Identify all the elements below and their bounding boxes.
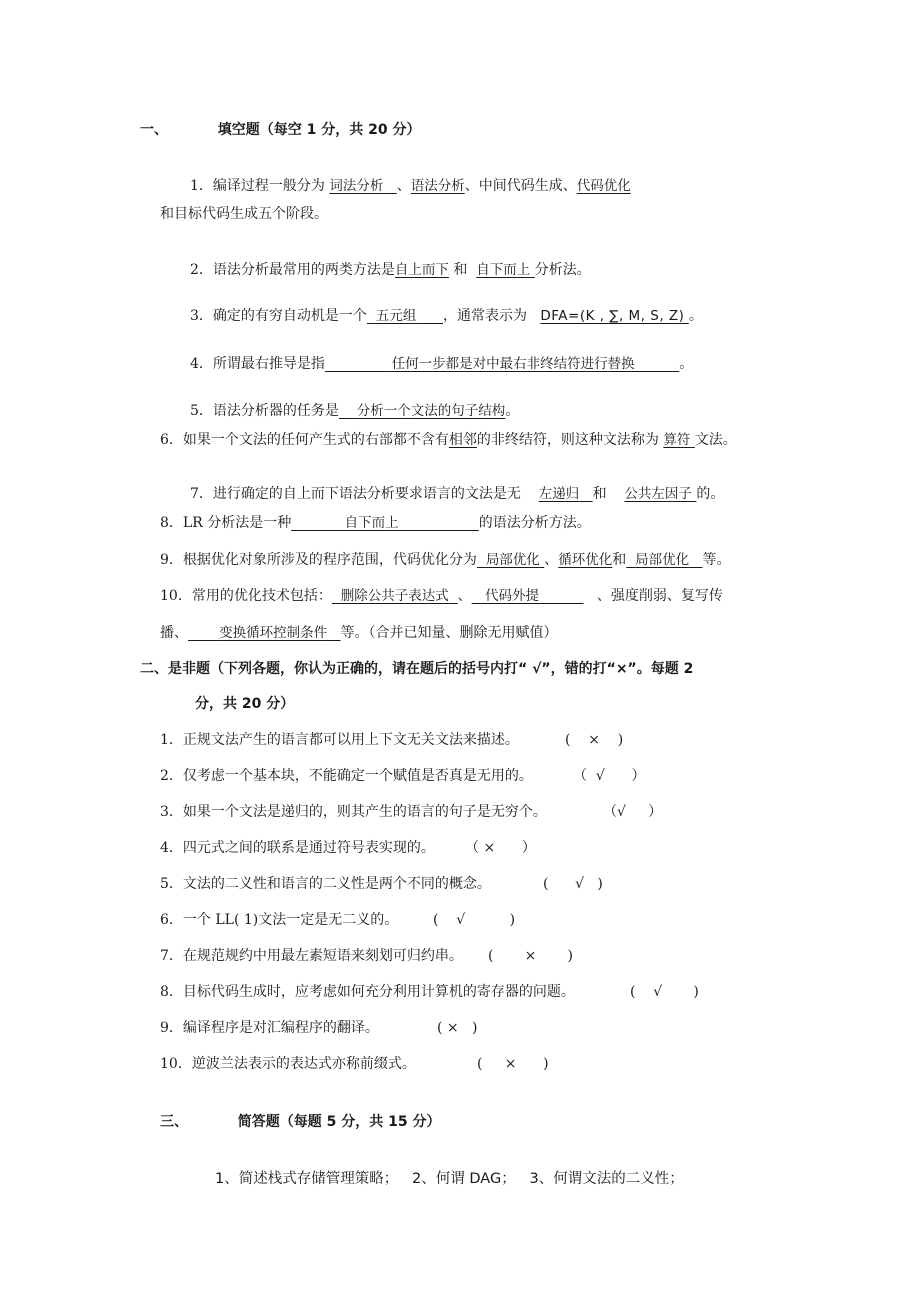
question-text: 等。（合并已知量、删除无用赋值） xyxy=(340,625,558,641)
answer-mark: ( √ ) xyxy=(543,876,603,892)
section-1-number: 一、 xyxy=(140,122,168,138)
question-text: ，通常表示为 xyxy=(443,308,532,324)
answer-blank: 词法分析 xyxy=(329,178,384,194)
question-text: 4．所谓最右推导是指 xyxy=(190,356,325,372)
question-text: 和 xyxy=(448,262,472,278)
short-answer-questions: 1、简述栈式存储管理策略； 2、何谓 DAG； 3、何谓文法的二义性； xyxy=(215,1171,684,1187)
statement-text: 8．目标代码生成时，应考虑如何充分利用计算机的寄存器的问题。 xyxy=(160,984,575,1000)
question-text: 、强度削弱、复写传 xyxy=(596,588,723,604)
question-text: 。 xyxy=(505,403,520,419)
section-3-number: 三、 xyxy=(160,1114,188,1130)
fill-question-10-continued xyxy=(160,624,558,642)
answer-blank: 语法分析 xyxy=(410,178,465,194)
fill-question-2 xyxy=(190,261,591,279)
true-false-item xyxy=(160,1019,379,1037)
question-text: 、 xyxy=(544,552,559,568)
fill-question-1 xyxy=(190,177,631,195)
question-text: 、 xyxy=(396,178,411,194)
true-false-item xyxy=(160,983,575,1001)
answer-blank: DFA=(K , ∑, M, S, Z) xyxy=(540,308,685,324)
statement-text: 7．在规范规约中用最左素短语来刻划可归约串。 xyxy=(160,948,463,964)
true-false-item xyxy=(160,875,491,893)
question-text: 6．如果一个文法的任何产生式的右部都不含有 xyxy=(160,432,449,448)
question-text: 8．LR 分析法是一种 xyxy=(160,515,292,531)
answer-blank: 分析一个文法的句子结构 xyxy=(356,403,506,419)
true-false-item xyxy=(160,767,533,785)
question-text: 播、 xyxy=(160,625,188,641)
question-text: 。 xyxy=(679,356,694,372)
question-text: 的。 xyxy=(696,486,725,502)
statement-text: 4．四元式之间的联系是通过符号表实现的。 xyxy=(160,840,435,856)
fill-question-10 xyxy=(160,587,723,605)
answer-mark: （ × ） xyxy=(465,840,536,856)
answer-blank: 自下而上 xyxy=(344,515,399,531)
statement-text: 2．仅考虑一个基本块，不能确定一个赋值是否真是无用的。 xyxy=(160,768,533,784)
fill-question-1-continued: 和目标代码生成五个阶段。 xyxy=(160,206,328,222)
answer-mark: ( √ ) xyxy=(630,984,699,1000)
question-text: 文法。 xyxy=(694,432,737,448)
question-text: 的非终结符，则这种文法称为 xyxy=(476,432,664,448)
fill-question-3 xyxy=(190,307,703,325)
question-text: 5．语法分析器的任务是 xyxy=(190,403,339,419)
answer-blank: 任何一步都是对中最右非终结符进行替换 xyxy=(391,356,635,372)
true-false-item xyxy=(160,911,398,929)
answer-blank: 循环优化 xyxy=(558,552,613,568)
fill-question-4 xyxy=(190,355,693,373)
question-text: 、中间代码生成、 xyxy=(464,178,577,194)
question-text: 9．根据优化对象所涉及的程序范围，代码优化分为 xyxy=(160,552,477,568)
statement-text: 6．一个 LL( 1)文法一定是无二义的。 xyxy=(160,912,399,928)
statement-text: 10．逆波兰法表示的表达式亦称前缀式。 xyxy=(160,1056,416,1072)
question-text: 10．常用的优化技术包括： xyxy=(160,588,332,604)
answer-blank: 左递归 xyxy=(538,486,580,502)
true-false-item xyxy=(160,803,547,821)
answer-blank: 删除公共子表达式 xyxy=(340,588,449,604)
question-text: 、 xyxy=(457,588,472,604)
answer-mark: ( × ) xyxy=(488,948,573,964)
question-text: 的语法分析方法。 xyxy=(478,515,591,531)
statement-text: 9．编译程序是对汇编程序的翻译。 xyxy=(160,1020,379,1036)
true-false-item xyxy=(160,731,519,749)
answer-mark: （√ ） xyxy=(603,804,663,820)
question-text: 等。 xyxy=(702,552,731,568)
question-text: 2．语法分析最常用的两类方法是 xyxy=(190,262,395,278)
fill-question-5 xyxy=(190,402,519,420)
answer-mark: （ √ ） xyxy=(573,768,646,784)
answer-blank: 算符 xyxy=(663,432,691,448)
section-1-heading xyxy=(140,121,420,139)
true-false-item xyxy=(160,839,435,857)
answer-mark: ( × ) xyxy=(477,1056,549,1072)
answer-blank: 局部优化 xyxy=(485,552,540,568)
question-text: 分析法。 xyxy=(534,262,591,278)
underlined-term: 相邻 xyxy=(448,432,477,448)
question-text: 1．编译过程一般分为 xyxy=(190,178,330,194)
statement-text: 1．正规文法产生的语言都可以用上下文无关文法来描述。 xyxy=(160,732,519,748)
answer-blank: 变换循环控制条件 xyxy=(219,625,328,641)
answer-blank: 五元组 xyxy=(375,308,417,324)
answer-blank: 局部优化 xyxy=(635,552,690,568)
answer-mark: ( × ) xyxy=(565,732,624,748)
true-false-item xyxy=(160,947,463,965)
section-3-heading xyxy=(160,1113,440,1131)
statement-text: 5．文法的二义性和语言的二义性是两个不同的概念。 xyxy=(160,876,491,892)
fill-question-8 xyxy=(160,514,591,532)
fill-question-6 xyxy=(160,431,737,449)
answer-blank: 自下而上 xyxy=(476,262,531,278)
answer-blank: 代码外提 xyxy=(485,588,539,604)
section-1-title: 填空题（每空 1 分，共 20 分） xyxy=(217,122,421,138)
statement-text: 3．如果一个文法是递归的，则其产生的语言的句子是无穷个。 xyxy=(160,804,547,820)
section-2-heading: 二、是非题（下列各题，你认为正确的，请在题后的括号内打“ √”，错的打“×”。每题 2 xyxy=(140,661,694,677)
true-false-item xyxy=(160,1055,416,1073)
answer-mark: ( √ ) xyxy=(433,912,516,928)
section-3-title: 简答题（每题 5 分，共 15 分） xyxy=(237,1114,441,1130)
section-2-heading-continued: 分，共 20 分） xyxy=(195,696,295,712)
answer-blank: 自上而下 xyxy=(394,262,449,278)
answer-blank: 代码优化 xyxy=(576,178,631,194)
fill-question-9 xyxy=(160,551,731,569)
fill-question-7 xyxy=(190,485,724,503)
question-text: 和 xyxy=(592,486,612,502)
question-text: 。 xyxy=(688,308,703,324)
answer-blank: 公共左因子 xyxy=(624,486,692,502)
question-text: 3．确定的有穷自动机是一个 xyxy=(190,308,367,324)
question-text: 7．进行确定的自上而下语法分析要求语言的文法是无 xyxy=(190,486,526,502)
answer-mark: ( × ) xyxy=(437,1020,478,1036)
question-text: 和 xyxy=(612,552,627,568)
